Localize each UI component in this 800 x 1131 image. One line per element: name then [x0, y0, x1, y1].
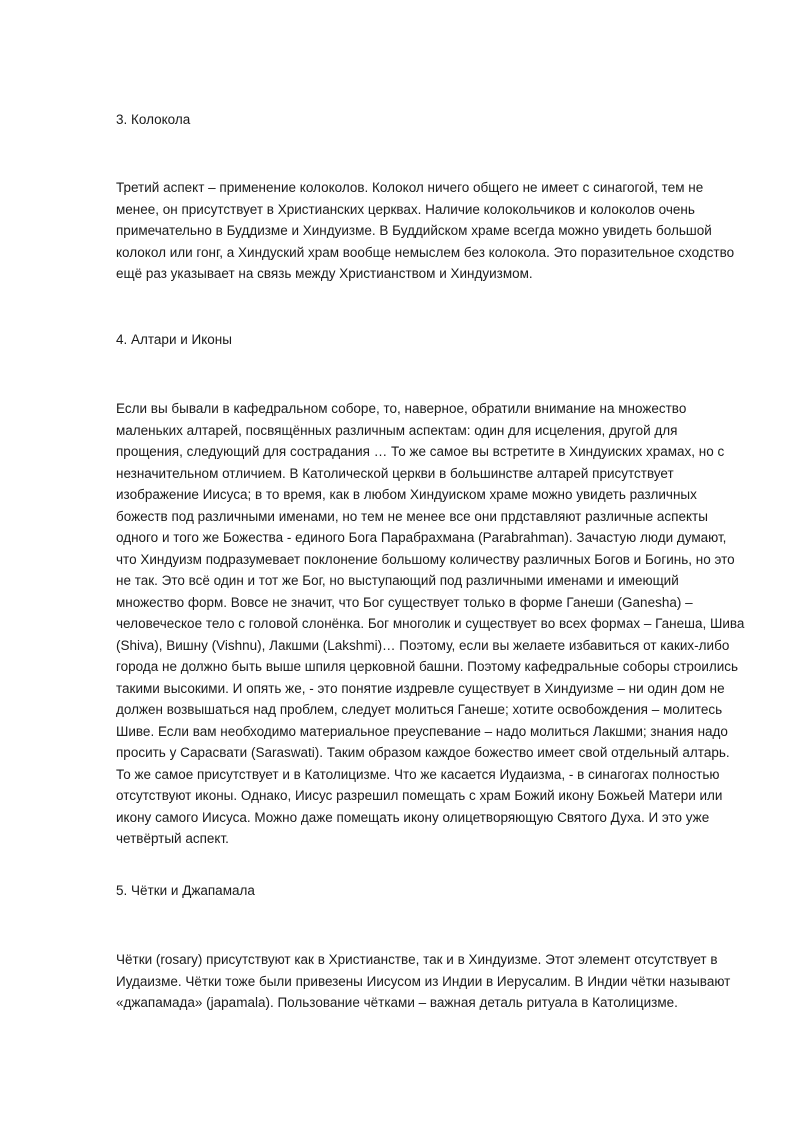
text-line: (Shiva), Вишну (Vishnu), Лакшми (Lakshmi)… Поэтому, если вы желаете избавиться от каких-либо — [116, 637, 730, 653]
text-line: икону самого Иисуса. Можно даже помещать икону олицетворяющую Святого Духа. И это уже — [116, 809, 710, 825]
text-line: То же самое присутствует и в Католицизме. Что же касается Иудаизма, - в синагогах полностью — [116, 766, 720, 782]
text-line: Шиве. Если вам необходимо материальное преуспевание – надо молиться Лакшми; знания надо — [116, 723, 728, 739]
section-heading-bells: 3. Колокола — [116, 112, 191, 127]
section-heading-rosary: 5. Чётки и Джапамала — [116, 883, 255, 898]
text-line: божеств под различными именами, но тем не менее все они прдставляют различные аспекты — [116, 508, 708, 524]
text-line: просить у Сарасвати (Saraswati). Таким образом каждое божество имеет свой отдельный алтарь. — [116, 745, 730, 760]
text-line: незначительном отличием. В Католической церкви в большинстве алтарей присутствует — [116, 465, 674, 481]
text-line: примечательно в Буддизме и Хиндуизме. В Буддийском храме всегда можно увидеть большой — [116, 223, 712, 238]
text-line: такими высокими. И опять же, - это понятие издревле существует в Хиндуизме – ни один дом не — [116, 680, 725, 696]
text-line: изображение Иисуса; в то время, как в любом Хиндуиском храме можно увидеть различных — [116, 487, 697, 502]
text-line: «джапамада» (japamala). Пользование чётками – важная деталь ритуала в Католицизме. — [116, 995, 678, 1010]
text-line: четвёртый аспект. — [116, 831, 229, 846]
text-line: Иудаизме. Чётки тоже были привезены Иисусом из Индии в Иерусалим. В Индии чётки называют — [116, 973, 731, 989]
text-line: одного и того же Божества - единого Бога Парабрахмана (Parabrahman). Зачастую люди думают, — [116, 530, 727, 545]
text-line: прощения, следующий для сострадания … То же самое вы встретите в Хиндуиских храмах, но с — [116, 444, 725, 459]
text-line: Если вы бывали в кафедральном соборе, то, наверное, обратили внимание на множество — [116, 401, 687, 416]
text-line: маленьких алтарей, посвящённых различным аспектам: один для исцеления, другой для — [116, 422, 678, 438]
text-line: человеческое тело с головой слонёнка. Бог многолик и существует во всех формах – Ганеша, Шива — [116, 616, 745, 631]
paragraph-rosary — [116, 949, 731, 1014]
paragraph-bells — [116, 177, 735, 285]
text-line: Третий аспект – применение колоколов. Колокол ничего общего не имеет с синагогой, тем не — [116, 180, 704, 195]
text-line: не так. Это всё один и тот же Бог, но выступающий под различными именами и имеющий — [116, 573, 679, 588]
paragraph-altars — [116, 398, 745, 850]
text-line: что Хиндуизм подразумевает поклонение большому количеству различных Богов и Богинь, но это — [116, 551, 735, 567]
text-line: ещё раз указывает на связь между Христианством и Хиндуизмом. — [116, 266, 533, 281]
text-line: отсутствуют иконы. Однако, Иисус разрешил помещать с храм Божий икону Божьей Матери или — [116, 788, 723, 803]
text-line: должен возвышаться над проблем, следует молиться Ганеше; хотите освобождения – молитесь — [116, 702, 723, 717]
text-line: Чётки (rosary) присутствуют как в Христианстве, так и в Хиндуизме. Этот элемент отсутствует в — [116, 952, 718, 967]
text-line: множество форм. Вовсе не значит, что Бог существует только в форме Ганеши (Ganesha) – — [116, 594, 693, 610]
section-heading-altars: 4. Алтари и Иконы — [116, 332, 232, 347]
text-line: менее, он присутствует в Христианских церквах. Наличие колокольчиков и колоколов очень — [116, 201, 695, 217]
text-line: колокол или гонг, а Хиндуский храм вообще немыслем без колокола. Это поразительное сходство — [116, 244, 735, 260]
text-line: города не должно быть выше шпиля церковной башни. Поэтому кафедральные соборы строились — [116, 659, 739, 674]
